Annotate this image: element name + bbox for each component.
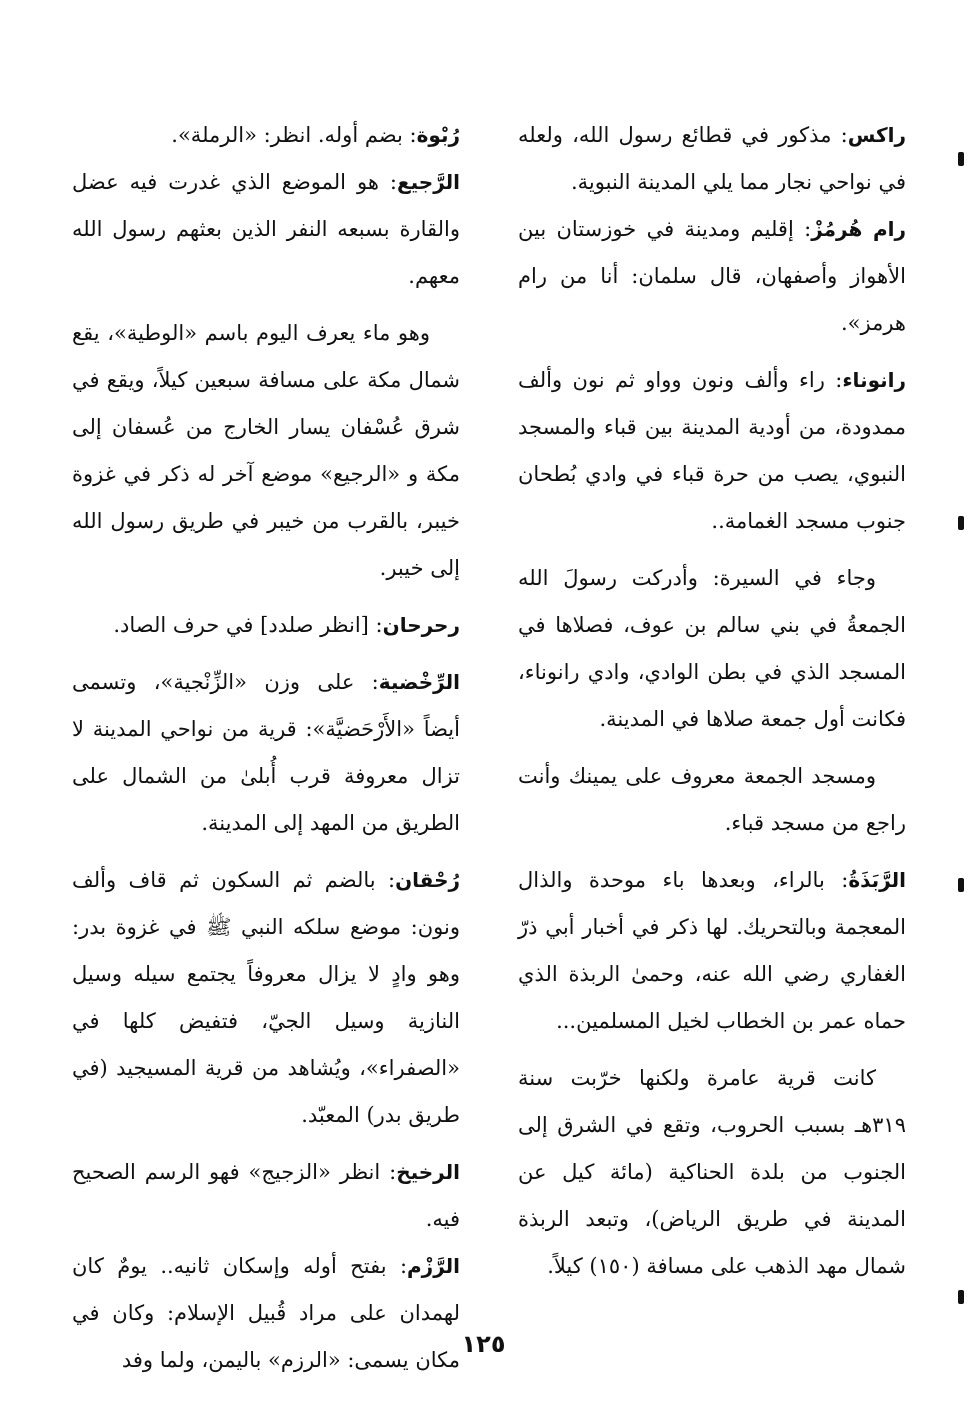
entry-term: رُحْقان <box>395 868 460 892</box>
entry-term: رحرحان <box>382 613 460 637</box>
entry-text: : راء وألف ونون وواو ثم نون وألف ممدودة، من أودية المدينة بين قباء والمسجد النبوي، يصب من حرة قباء في وادي بُطحان جنوب مسجد الغمامة.. <box>518 368 906 533</box>
entry-ram-hurmuz <box>518 206 906 347</box>
entry-text: : بضم أوله. انظر: «الرملة». <box>171 123 417 147</box>
entry-ranuna <box>518 357 906 545</box>
entry-text: كانت قرية عامرة ولكنها خرّبت سنة ٣١٩هـ بسبب الحروب، وتقع في الشرق إلى الجنوب من بلدة الحناكية (مائة كيل عن المدينة في طريق الرياض)، وتبعد الربذة شمال مهد الذهب على مسافة (١٥٠) كيلاً. <box>518 1066 906 1278</box>
entry-rabadha <box>518 857 906 1045</box>
entry-term: رُبْوة <box>416 123 460 147</box>
entry-rajee <box>72 159 460 300</box>
entry-razm <box>72 1243 460 1384</box>
entry-text: : [انظر صلدد] في حرف الصاد. <box>113 613 383 637</box>
entry-text: وجاء في السيرة: وأدركت رسولَ الله الجمعةُ في بني سالم بن عوف، فصلاها في المسجد الذي في بطن الوادي، وادي رانوناء، فكانت أول جمعة صلاها في المدينة. <box>518 566 906 731</box>
entry-term: الرَّجيع <box>396 170 460 194</box>
entry-text: : انظر «الزجيج» فهو الرسم الصحيح فيه. <box>72 1160 460 1231</box>
edge-mark <box>958 1290 964 1304</box>
entry-rahrahan <box>72 602 460 649</box>
right-column <box>518 112 906 1300</box>
entry-ranuna-masjid <box>518 753 906 847</box>
entry-text: : على وزن «الزِّنْجية»، وتسمى أيضاً «الأَرْحَضيَّة»: قرية من نواحي المدينة لا تزال معروفة قرب أُبلىٰ من الشمال على الطريق من المهد إلى المدينة. <box>72 670 460 835</box>
entry-term: الرخيخ <box>396 1160 460 1184</box>
entry-rabadha-village <box>518 1055 906 1290</box>
entry-ruhqan <box>72 857 460 1139</box>
left-column <box>72 112 460 1384</box>
entry-text: : بفتح أوله وإسكان ثانيه.. يومٌ كان لهمدان على مراد قُبيل الإسلام: وكان في مكان يسمى: «الرزم» باليمن، ولما وفد <box>72 1254 460 1372</box>
entry-ranuna-sira <box>518 555 906 743</box>
entry-text: ومسجد الجمعة معروف على يمينك وأنت راجع من مسجد قباء. <box>518 764 906 835</box>
entry-text: : بالضم ثم السكون ثم قاف وألف ونون: موضع سلكه النبي ﷺ في غزوة بدر: وهو وادٍ لا يزال معروفاً يجتمع سيله وسيل النازية وسيل الجيّ، فتفيض كلها في «الصفراء»، ويُشاهد من قرية المسيجيد (في طريق بدر) المعبّد. <box>72 868 460 1127</box>
entry-raks <box>518 112 906 206</box>
entry-rakhdiya <box>72 659 460 847</box>
entry-text: : بالراء، وبعدها باء موحدة والذال المعجمة وبالتحريك. لها ذكر في أخبار أبي ذرّ الغفاري رضي الله عنه، وحمىٰ الربذة الذي حماه عمر بن الخطاب لخيل المسلمين... <box>518 868 906 1033</box>
entry-rubwa <box>72 112 460 159</box>
entry-text: وهو ماء يعرف اليوم باسم «الوطية»، يقع شمال مكة على مسافة سبعين كيلاً، ويقع في شرق عُسْفان يسار الخارج من عُسفان إلى مكة و «الرجيع» موضع آخر له ذكر في غزوة خيبر، بالقرب من خيبر في طريق رسول الله إلى خيبر. <box>72 321 460 580</box>
entry-term: الرَّبَذَةُ <box>848 868 906 892</box>
edge-mark <box>958 152 964 166</box>
page-number: ١٢٥ <box>461 1330 506 1358</box>
entry-text: : إقليم ومدينة في خوزستان بين الأهواز وأصفهان، قال سلمان: أنا من رام هرمز». <box>518 217 906 335</box>
entry-text: : مذكور في قطائع رسول الله، ولعله في نواحي نجار مما يلي المدينة النبوية. <box>518 123 906 194</box>
entry-term: الرِّخْضية <box>378 670 460 694</box>
edge-mark <box>958 878 964 892</box>
entry-term: رام هُرمُزْ <box>811 217 906 241</box>
entry-text: : هو الموضع الذي غدرت فيه عضل والقارة بسبعه النفر الذين بعثهم رسول الله معهم. <box>72 170 460 288</box>
entry-term: الرَّزْم <box>407 1254 460 1278</box>
edge-mark <box>958 516 964 530</box>
entry-rakhikh <box>72 1149 460 1243</box>
entry-rajee-water <box>72 310 460 592</box>
entry-term: راكس <box>847 123 906 147</box>
entry-term: رانوناء <box>842 368 906 392</box>
